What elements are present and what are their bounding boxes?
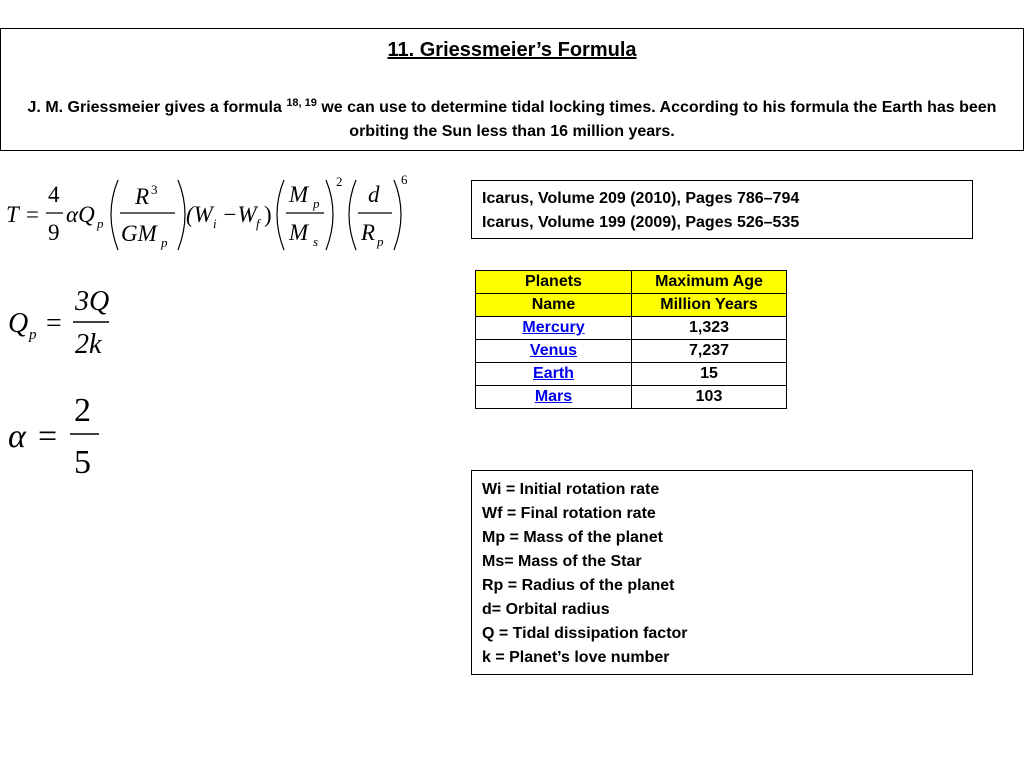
- age-cell: 7,237: [632, 340, 787, 363]
- header-box: [0, 28, 1024, 151]
- qp-formula: [0, 282, 130, 362]
- formula-mass-exp: 2: [336, 174, 343, 189]
- qp-lhs-sub: p: [29, 327, 37, 343]
- legend-line: k = Planet’s love number: [482, 649, 670, 666]
- age-cell: 15: [632, 363, 787, 386]
- formula-wf-sub: f: [256, 216, 260, 231]
- legend-line: d= Orbital radius: [482, 601, 610, 618]
- references-box: [471, 180, 973, 239]
- alpha-denominator: 5: [74, 444, 91, 481]
- reference-line: Icarus, Volume 199 (2009), Pages 526–535: [482, 214, 800, 231]
- table-header-row: [476, 294, 787, 317]
- reference-superscript: 18, 19: [286, 97, 317, 109]
- planet-age-table: [475, 270, 787, 409]
- formula-four: 4: [48, 182, 60, 207]
- formula-mp-sub: p: [313, 196, 320, 211]
- alpha-lhs: α: [8, 418, 26, 455]
- age-cell: 103: [632, 386, 787, 409]
- table-header-row: [476, 271, 787, 294]
- formula-dist-exp: 6: [401, 172, 408, 187]
- table-row: [476, 363, 787, 386]
- planet-link-mars[interactable]: Mars: [534, 388, 573, 405]
- formula-t: T: [6, 202, 19, 227]
- formula-equals: =: [26, 202, 39, 227]
- intro-text-end: we can use to determine tidal locking times. According to his formula the Earth has been orbiting the Sun less than 16 million years.: [316, 99, 997, 140]
- legend-line: Mp = Mass of the planet: [482, 529, 663, 546]
- formula-d: d: [368, 182, 380, 207]
- legend-line: Rp = Radius of the planet: [482, 577, 675, 594]
- header-cell-name: Name: [476, 294, 632, 317]
- intro-text-start: J. M. Griessmeier gives a formula: [27, 99, 287, 116]
- planet-link-venus[interactable]: Venus: [529, 342, 578, 359]
- formula-rp: R: [361, 220, 376, 245]
- alpha-formula: [0, 385, 120, 485]
- tidal-locking-formula: [0, 168, 440, 260]
- variable-legend-box: [471, 470, 973, 675]
- qp-lhs: Q: [8, 308, 29, 339]
- formula-w-close: ): [264, 202, 272, 227]
- table-row: [476, 340, 787, 363]
- formula-mp: M: [289, 182, 309, 207]
- legend-line: Wi = Initial rotation rate: [482, 481, 660, 498]
- table-row: [476, 317, 787, 340]
- table-row: [476, 386, 787, 409]
- qp-equals: =: [46, 308, 62, 339]
- formula-alpha-q: αQ: [66, 202, 95, 227]
- formula-ms: M: [289, 220, 309, 245]
- legend-line: Ms= Mass of the Star: [482, 553, 642, 570]
- header-cell-max-age: Maximum Age: [632, 271, 787, 294]
- formula-w-open: (W: [186, 202, 213, 227]
- formula-q-sub: p: [97, 216, 104, 231]
- age-cell: 1,323: [632, 317, 787, 340]
- formula-gm: GM: [121, 221, 157, 246]
- formula-r-exp: 3: [151, 182, 158, 197]
- planet-link-earth[interactable]: Earth: [533, 365, 574, 382]
- formula-gm-sub: p: [161, 235, 168, 250]
- legend-line: Wf = Final rotation rate: [482, 505, 656, 522]
- alpha-numerator: 2: [74, 392, 91, 429]
- reference-line: Icarus, Volume 209 (2010), Pages 786–794: [482, 190, 800, 207]
- formula-ms-sub: s: [313, 234, 319, 249]
- alpha-equals: =: [38, 418, 58, 455]
- formula-wf: −W: [222, 202, 257, 227]
- header-cell-planets: Planets: [476, 271, 632, 294]
- formula-wi-sub: i: [213, 216, 217, 231]
- qp-numerator: 3Q: [75, 286, 110, 317]
- planet-link-mercury[interactable]: Mercury: [522, 319, 585, 336]
- formula-rp-sub: p: [377, 234, 384, 249]
- intro-text: [7, 96, 1017, 144]
- legend-line: Q = Tidal dissipation factor: [482, 625, 688, 642]
- qp-denominator: 2k: [75, 329, 102, 360]
- header-cell-million-years: Million Years: [632, 294, 787, 317]
- formula-r: R: [135, 184, 150, 209]
- formula-nine: 9: [48, 220, 60, 245]
- slide-title: 11. Griessmeier’s Formula: [387, 39, 637, 61]
